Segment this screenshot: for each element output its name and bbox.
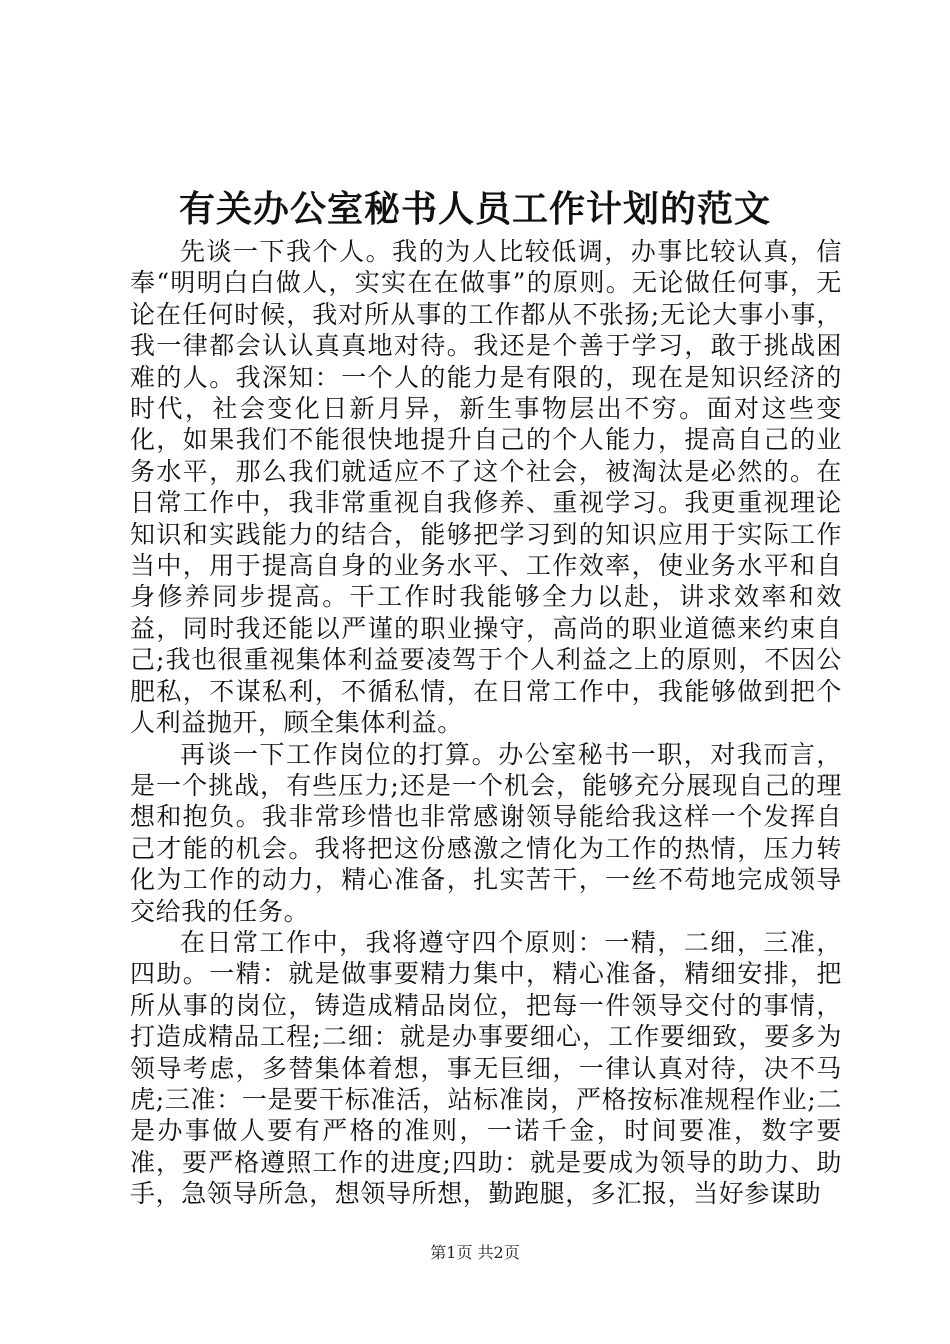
document-title: 有关办公室秘书人员工作计划的范文 — [178, 188, 771, 230]
paragraph-self-introduction: 先谈一下我个人。我的为人比较低调，办事比较认真，信奉“明明白白做人，实实在在做事”的原则。无论做任何事，无论在任何时候，我对所从事的工作都从不张扬;无论大事小事，我一律都会认认真真地对待。我还是个善于学习，敢于挑战困难的人。我深知：一个人的能力是有限的，现在是知识经济的时代，社会变化日新月异，新生事物层出不穷。面对这些变化，如果我们不能很快地提升自己的个人能力，提高自己的业务水平，那么我们就适应不了这个社会，被淘汰是必然的。在日常工作中，我非常重视自我修养、重视学习。我更重视理论知识和实践能力的结合，能够把学习到的知识应用于实际工作当中，用于提高自身的业务水平、工作效率，使业务水平和自身修养同步提高。干工作时我能够全力以赴，讲求效率和效益，同时我还能以严谨的职业操守，高尚的职业道德来约束自己;我也很重视集体利益要凌驾于个人利益之上的原则，不因公肥私，不谋私利，不循私情，在日常工作中，我能够做到把个人利益抛开，顾全集体利益。 — [130, 237, 842, 738]
page-number-footer: 第1页 共2页 — [430, 1243, 520, 1262]
paragraph-work-principles: 在日常工作中，我将遵守四个原则：一精，二细，三准，四助。一精：就是做事要精力集中，精心准备，精细安排，把所从事的岗位，铸造成精品岗位，把每一件领导交付的事情，打造成精品工程;二细：就是办事要细心，工作要细致，要多为领导考虑，多替集体着想，事无巨细，一律认真对待，决不马虎;三准：一是要干标准活，站标准岗，严格按标准规程作业;二是办事做人要有严格的准则，一诺千金，时间要准，数字要准，要严格遵照工作的进度;四助：就是要成为领导的助力、助手，急领导所急，想领导所想，勤跑腿，多汇报，当好参谋助 — [130, 927, 842, 1209]
paragraph-job-plan: 再谈一下工作岗位的打算。办公室秘书一职，对我而言，是一个挑战，有些压力;还是一个机会，能够充分展现自己的理想和抱负。我非常珍惜也非常感谢领导能给我这样一个发挥自己才能的机会。我将把这份感激之情化为工作的热情，压力转化为工作的动力，精心准备，扎实苦干，一丝不苟地完成领导交给我的任务。 — [130, 739, 842, 926]
document-body — [130, 236, 842, 1210]
